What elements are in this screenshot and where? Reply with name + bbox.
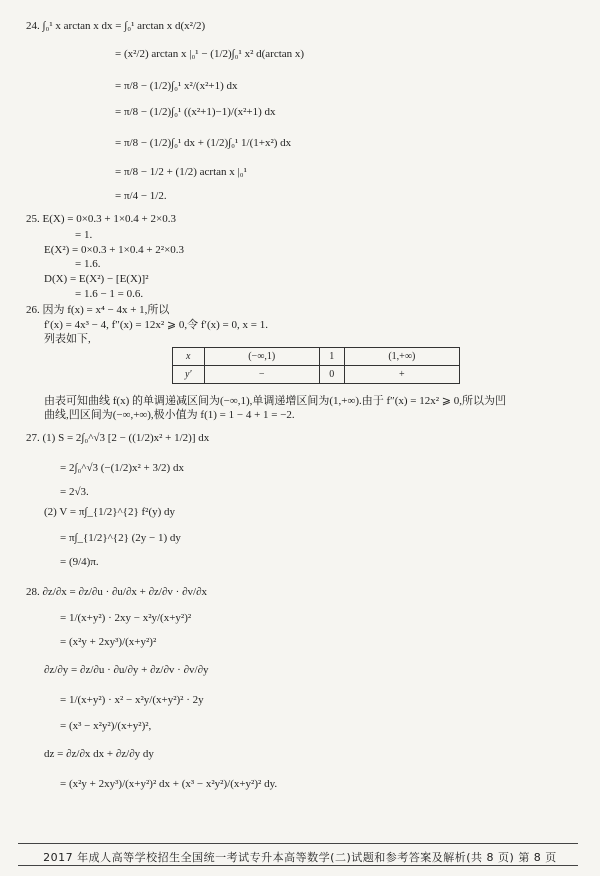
sign-table-cell: 1 [319,348,344,366]
p25-line-3: E(X²) = 0×0.3 + 1×0.4 + 2²×0.3 [44,244,185,256]
p24-line-4: = π/8 − (1/2)∫₀¹ ((x²+1)−1)/(x²+1) dx [115,106,276,118]
p26-line-3: 列表如下, [44,333,91,345]
p25-line-6: = 1.6 − 1 = 0.6. [75,288,144,300]
p27-line-3: = 2√3. [60,486,89,498]
p27-line-5: = π∫_{1/2}^{2} (2y − 1) dy [60,532,181,544]
sign-table-cell: (1,+∞) [344,348,459,366]
footer-rule-top [18,843,578,844]
p27-line-1: 27. (1) S = 2∫₀^√3 [2 − ((1/2)x² + 1/2)] dx [26,432,210,444]
footer-rule-bottom [18,865,578,866]
p28-line-3: = (x²y + 2xy³)/(x+y²)² [60,636,157,648]
p28-line-8: = (x²y + 2xy³)/(x+y²)² dx + (x³ − x²y²)/(x+y²)² dy. [60,778,278,790]
sign-table-cell: + [344,366,459,384]
p25-line-4: = 1.6. [75,258,101,270]
sign-table [172,347,460,384]
p24-line-7: = π/4 − 1/2. [115,190,167,202]
p25-line-2: = 1. [75,229,93,241]
p25-line-5: D(X) = E(X²) − [E(X)]² [44,273,149,285]
p25-line-1: 25. E(X) = 0×0.3 + 1×0.4 + 2×0.3 [26,213,176,225]
sign-table-cell: y′ [173,366,205,384]
sign-table-header-row [173,348,460,366]
p24-line-5: = π/8 − (1/2)∫₀¹ dx + (1/2)∫₀¹ 1/(1+x²) dx [115,137,292,149]
p26-line-2: f′(x) = 4x³ − 4, f″(x) = 12x² ⩾ 0,令 f′(x) = 0, x = 1. [44,319,268,331]
p28-line-2: = 1/(x+y²) · 2xy − x²y/(x+y²)² [60,612,192,624]
p24-line-6: = π/8 − 1/2 + (1/2) acrtan x |₀¹ [115,166,247,178]
sign-table-cell: (−∞,1) [204,348,319,366]
p26-line-4: 由表可知曲线 f(x) 的单调递减区间为(−∞,1),单调递增区间为(1,+∞).由于 f″(x) = 12x² ⩾ 0,所以为凹 [44,395,507,407]
p26-line-5: 曲线,凹区间为(−∞,+∞),极小值为 f(1) = 1 − 4 + 1 = −2. [44,409,295,421]
sign-table-cell: − [204,366,319,384]
p28-line-1: 28. ∂z/∂x = ∂z/∂u · ∂u/∂x + ∂z/∂v · ∂v/∂x [26,586,208,598]
p24-line-2: = (x²/2) arctan x |₀¹ − (1/2)∫₀¹ x² d(arctan x) [115,48,305,60]
sign-table-row [173,366,460,384]
sign-table-cell: x [173,348,205,366]
p27-line-4: (2) V = π∫_{1/2}^{2} f²(y) dy [44,506,176,518]
p24-line-1: 24. ∫₀¹ x arctan x dx = ∫₀¹ arctan x d(x²/2) [26,20,206,32]
p26-line-1: 26. 因为 f(x) = x⁴ − 4x + 1,所以 [26,304,170,316]
page-footer: 2017 年成人高等学校招生全国统一考试专升本高等数学(二)试题和参考答案及解析(共 8 页) 第 8 页 [43,851,557,864]
p27-line-2: = 2∫₀^√3 (−(1/2)x² + 3/2) dx [60,462,184,474]
p28-line-7: dz = ∂z/∂x dx + ∂z/∂y dy [44,748,154,760]
p27-line-6: = (9/4)π. [60,556,99,568]
p28-line-4: ∂z/∂y = ∂z/∂u · ∂u/∂y + ∂z/∂v · ∂v/∂y [44,664,209,676]
p24-line-3: = π/8 − (1/2)∫₀¹ x²/(x²+1) dx [115,80,238,92]
p28-line-6: = (x³ − x²y²)/(x+y²)², [60,720,152,732]
sign-table-cell: 0 [319,366,344,384]
p28-line-5: = 1/(x+y²) · x² − x²y/(x+y²)² · 2y [60,694,204,706]
